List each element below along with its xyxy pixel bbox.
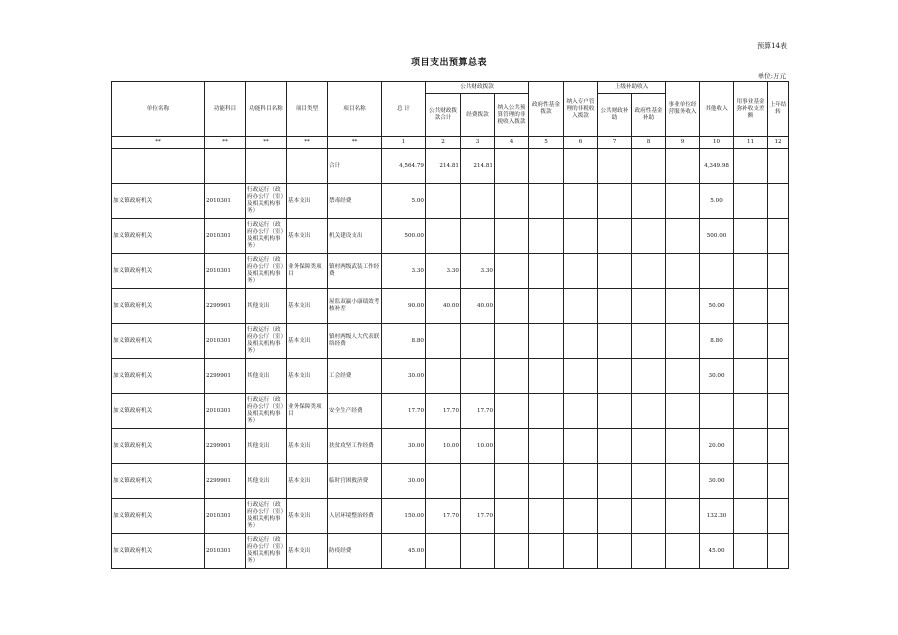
cell-unit-name: 加义镇政府机关 bbox=[112, 289, 205, 324]
column-number: ** bbox=[112, 137, 205, 149]
header-funding: 经费拨款 bbox=[461, 94, 495, 137]
cell-public-total bbox=[426, 219, 461, 254]
cell-proj-name: 临时官困救济费 bbox=[328, 464, 382, 499]
cell-func-name: 其他支出 bbox=[246, 289, 287, 324]
page-label: 预算14表 bbox=[757, 42, 787, 50]
cell-total: 17.70 bbox=[382, 394, 426, 429]
header-biz-income: 事业单位经营服务收入 bbox=[666, 82, 700, 137]
cell-proj-name: 机关建设支出 bbox=[328, 219, 382, 254]
cell-funding bbox=[461, 464, 495, 499]
table-row bbox=[112, 394, 789, 429]
column-number: 8 bbox=[632, 137, 666, 149]
column-number: 3 bbox=[461, 137, 495, 149]
cell-other-income bbox=[700, 394, 734, 429]
column-number: 7 bbox=[598, 137, 632, 149]
cell-total: 30.00 bbox=[382, 359, 426, 394]
cell-proj-name: 人居环境整治经费 bbox=[328, 499, 382, 534]
cell-func-code: 2299901 bbox=[205, 359, 246, 394]
column-number: 11 bbox=[734, 137, 768, 149]
cell-proj-name: 禁毒经费 bbox=[328, 184, 382, 219]
cell-unit-name: 加义镇政府机关 bbox=[112, 429, 205, 464]
cell-public-total: 10.00 bbox=[426, 429, 461, 464]
header-biz-fund-balance: 用事业基金弥补收支差额 bbox=[734, 82, 768, 137]
cell-unit-name: 加义镇政府机关 bbox=[112, 499, 205, 534]
cell-unit-name: 加义镇政府机关 bbox=[112, 464, 205, 499]
header-special-mgmt: 纳入公共预算管理的非税收入拨款 bbox=[495, 94, 529, 137]
cell-proj-type: 基本支出 bbox=[287, 289, 328, 324]
cell-unit-name: 加义镇政府机关 bbox=[112, 534, 205, 569]
cell-other-income: 8.80 bbox=[700, 324, 734, 359]
cell-func-code: 2010301 bbox=[205, 254, 246, 289]
cell-proj-type: 业务保障类项目 bbox=[287, 254, 328, 289]
table-row bbox=[112, 359, 789, 394]
cell-other-income: 30.00 bbox=[700, 359, 734, 394]
total-label: 合计 bbox=[328, 149, 382, 184]
cell-public-total: 40.00 bbox=[426, 289, 461, 324]
cell-func-code: 2010301 bbox=[205, 184, 246, 219]
cell-total: 3.30 bbox=[382, 254, 426, 289]
header-func-code: 功能科目 bbox=[205, 82, 246, 137]
cell-unit-name: 加义镇政府机关 bbox=[112, 184, 205, 219]
cell-proj-type: 基本支出 bbox=[287, 324, 328, 359]
header-gov-fund: 政府性基金拨款 bbox=[529, 82, 564, 137]
cell-proj-type: 基本支出 bbox=[287, 464, 328, 499]
header-last-year: 上年结转 bbox=[768, 82, 789, 137]
header-public-budget: 公共财政拨款 bbox=[426, 82, 529, 94]
cell-public-total: 17.70 bbox=[426, 499, 461, 534]
cell-func-name: 行政运行（政府办公厅（室）及相关机构事务） bbox=[246, 499, 287, 534]
cell-func-name: 行政运行（政府办公厅（室）及相关机构事务） bbox=[246, 534, 287, 569]
cell-func-name: 行政运行（政府办公厅（室）及相关机构事务） bbox=[246, 254, 287, 289]
table-row bbox=[112, 254, 789, 289]
cell-other-income: 20.00 bbox=[700, 429, 734, 464]
cell-proj-type: 业务保障类项目 bbox=[287, 394, 328, 429]
cell-other-income: 30.00 bbox=[700, 464, 734, 499]
cell-total: 30.00 bbox=[382, 464, 426, 499]
header-func-name: 功能科目名称 bbox=[246, 82, 287, 137]
cell-total: 45.00 bbox=[382, 534, 426, 569]
cell-total: 8.80 bbox=[382, 324, 426, 359]
table-row bbox=[112, 289, 789, 324]
column-number-row bbox=[112, 137, 789, 149]
cell-proj-type: 基本支出 bbox=[287, 429, 328, 464]
cell-proj-name: 工会经费 bbox=[328, 359, 382, 394]
cell-public-total bbox=[426, 464, 461, 499]
column-number: 5 bbox=[529, 137, 564, 149]
cell-total: 500.00 bbox=[382, 219, 426, 254]
header-upper-subsidy: 上级补助收入 bbox=[598, 82, 666, 94]
header-special-acct: 纳入专户管理的非税收入拨款 bbox=[564, 82, 598, 137]
column-number: ** bbox=[287, 137, 328, 149]
column-number: ** bbox=[205, 137, 246, 149]
total-amount: 4,564.79 bbox=[382, 149, 426, 184]
column-number: ** bbox=[246, 137, 287, 149]
header-upper-public: 公共财政补助 bbox=[598, 94, 632, 137]
cell-funding: 3.30 bbox=[461, 254, 495, 289]
cell-funding bbox=[461, 534, 495, 569]
cell-func-code: 2010301 bbox=[205, 324, 246, 359]
cell-public-total bbox=[426, 534, 461, 569]
cell-func-code: 2299901 bbox=[205, 464, 246, 499]
cell-func-code: 2299901 bbox=[205, 429, 246, 464]
cell-proj-type: 基本支出 bbox=[287, 534, 328, 569]
cell-func-name: 其他支出 bbox=[246, 464, 287, 499]
cell-func-code: 2010301 bbox=[205, 219, 246, 254]
column-number: 6 bbox=[564, 137, 598, 149]
unit-label: 单位:万元 bbox=[757, 72, 786, 80]
cell-total: 30.00 bbox=[382, 429, 426, 464]
header-proj-type: 项目类型 bbox=[287, 82, 328, 137]
cell-public-total: 3.30 bbox=[426, 254, 461, 289]
header-row-1 bbox=[112, 82, 789, 94]
cell-unit-name: 加义镇政府机关 bbox=[112, 254, 205, 289]
cell-other-income: 50.00 bbox=[700, 289, 734, 324]
cell-unit-name: 加义镇政府机关 bbox=[112, 219, 205, 254]
cell-func-code: 2299901 bbox=[205, 289, 246, 324]
cell-proj-name: 镇村两级武装工作经费 bbox=[328, 254, 382, 289]
cell-proj-name: 扶贫攻坚工作经费 bbox=[328, 429, 382, 464]
cell-other-income: 5.00 bbox=[700, 184, 734, 219]
cell-func-name: 行政运行（政府办公厅（室）及相关机构事务） bbox=[246, 394, 287, 429]
column-number: 1 bbox=[382, 137, 426, 149]
cell-proj-type: 基本支出 bbox=[287, 359, 328, 394]
header-total: 总 计 bbox=[382, 82, 426, 137]
cell-func-code: 2010301 bbox=[205, 394, 246, 429]
column-number: 12 bbox=[768, 137, 789, 149]
cell-funding: 17.70 bbox=[461, 394, 495, 429]
total-public: 214.81 bbox=[426, 149, 461, 184]
cell-total: 90.00 bbox=[382, 289, 426, 324]
cell-proj-name: 屋监双赢小康绩效考核补差 bbox=[328, 289, 382, 324]
cell-func-name: 其他支出 bbox=[246, 359, 287, 394]
cell-unit-name: 加义镇政府机关 bbox=[112, 359, 205, 394]
cell-func-name: 其他支出 bbox=[246, 429, 287, 464]
cell-proj-type: 基本支出 bbox=[287, 499, 328, 534]
cell-func-code: 2010301 bbox=[205, 499, 246, 534]
column-number: ** bbox=[328, 137, 382, 149]
cell-funding: 40.00 bbox=[461, 289, 495, 324]
cell-funding bbox=[461, 184, 495, 219]
header-upper-gov-fund: 政府性基金补助 bbox=[632, 94, 666, 137]
table-row bbox=[112, 219, 789, 254]
page-title: 项目支出预算总表 bbox=[410, 58, 487, 68]
cell-unit-name: 加义镇政府机关 bbox=[112, 324, 205, 359]
table-row bbox=[112, 429, 789, 464]
cell-public-total bbox=[426, 359, 461, 394]
cell-proj-name: 镇村两级人大代表联络经费 bbox=[328, 324, 382, 359]
cell-func-name: 行政运行（政府办公厅（室）及相关机构事务） bbox=[246, 219, 287, 254]
cell-proj-type: 基本支出 bbox=[287, 184, 328, 219]
budget-table bbox=[111, 81, 789, 569]
cell-total: 150.00 bbox=[382, 499, 426, 534]
table-row bbox=[112, 464, 789, 499]
cell-funding: 17.70 bbox=[461, 499, 495, 534]
header-other-income: 其他收入 bbox=[700, 82, 734, 137]
cell-func-name: 行政运行（政府办公厅（室）及相关机构事务） bbox=[246, 184, 287, 219]
cell-funding: 10.00 bbox=[461, 429, 495, 464]
cell-func-name: 行政运行（政府办公厅（室）及相关机构事务） bbox=[246, 324, 287, 359]
header-public-total: 公共财政拨款合计 bbox=[426, 94, 461, 137]
table-row bbox=[112, 324, 789, 359]
cell-funding bbox=[461, 324, 495, 359]
cell-public-total: 17.70 bbox=[426, 394, 461, 429]
table-row bbox=[112, 534, 789, 569]
total-row bbox=[112, 149, 789, 184]
cell-other-income: 45.00 bbox=[700, 534, 734, 569]
cell-proj-type: 基本支出 bbox=[287, 219, 328, 254]
column-number: 9 bbox=[666, 137, 700, 149]
cell-func-code: 2010301 bbox=[205, 534, 246, 569]
cell-other-income bbox=[700, 254, 734, 289]
column-number: 4 bbox=[495, 137, 529, 149]
cell-proj-name: 防疫经费 bbox=[328, 534, 382, 569]
header-unit-name: 单位名称 bbox=[112, 82, 205, 137]
cell-public-total bbox=[426, 324, 461, 359]
cell-other-income: 500.00 bbox=[700, 219, 734, 254]
header-proj-name: 项目名称 bbox=[328, 82, 382, 137]
column-number: 2 bbox=[426, 137, 461, 149]
table-row bbox=[112, 499, 789, 534]
total-funding: 214.81 bbox=[461, 149, 495, 184]
cell-unit-name: 加义镇政府机关 bbox=[112, 394, 205, 429]
table-row bbox=[112, 184, 789, 219]
cell-public-total bbox=[426, 184, 461, 219]
column-number: 10 bbox=[700, 137, 734, 149]
total-other-income: 4,349.98 bbox=[700, 149, 734, 184]
cell-proj-name: 安全生产经费 bbox=[328, 394, 382, 429]
cell-funding bbox=[461, 359, 495, 394]
cell-other-income: 132.30 bbox=[700, 499, 734, 534]
cell-total: 5.00 bbox=[382, 184, 426, 219]
cell-funding bbox=[461, 219, 495, 254]
